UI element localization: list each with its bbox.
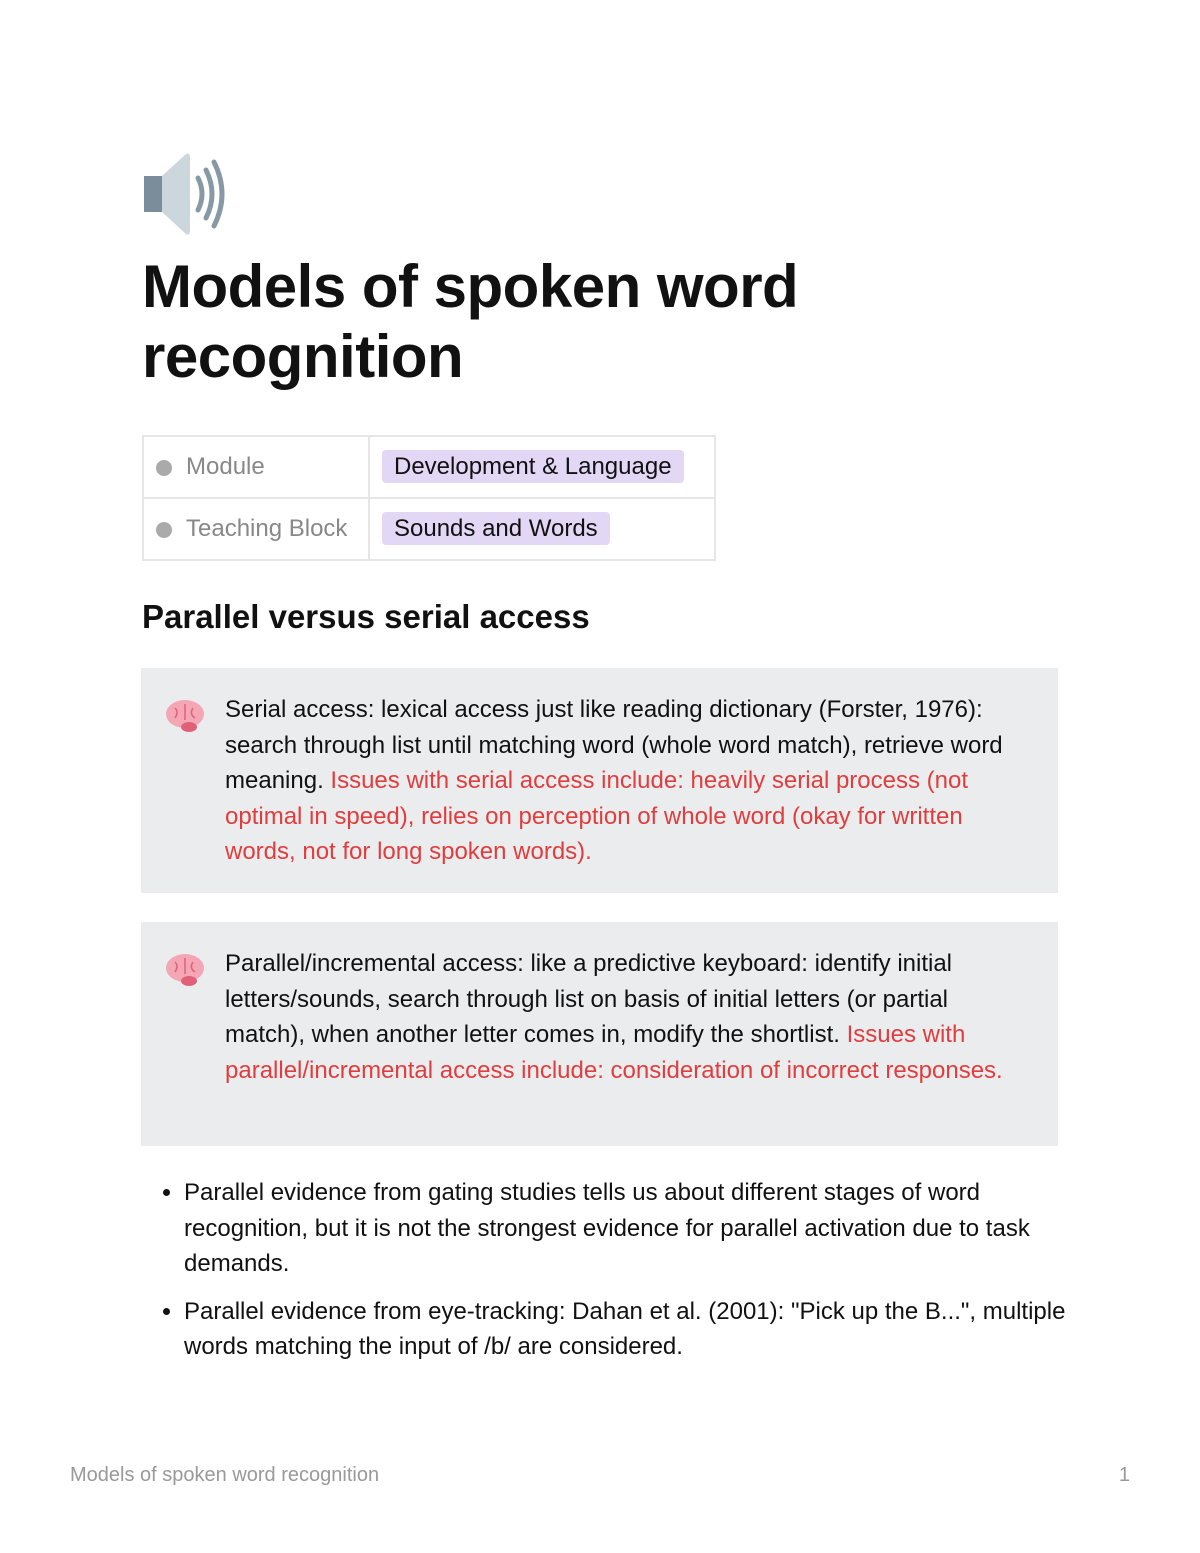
callout-parallel-access [141,922,1058,1146]
teaching-block-tag: Sounds and Words [382,512,610,545]
select-property-icon [156,460,172,476]
module-tag: Development & Language [382,450,684,483]
property-value[interactable] [369,436,715,498]
brain-icon [165,952,205,988]
bullet-list [142,1175,1084,1377]
page-number: 1 [1118,1464,1130,1486]
callout-text: Serial access: lexical access just like reading dictionary (Forster, 1976): search through list until matching word (whole word match), retrieve word meaning. [225,696,1003,794]
property-label [143,498,369,560]
property-label-text: Teaching Block [186,515,348,542]
callout-text: Parallel/incremental access: like a predictive keyboard: identify initial letters/sounds, search through list on basis of initial letters (or partial match), when another letter comes in, modify the shortlist. [225,950,953,1048]
section-heading: Parallel versus serial access [142,598,590,635]
property-label-text: Module [186,453,265,480]
property-label [143,436,369,498]
speaker-high-volume-icon [142,152,228,236]
properties-table [142,435,716,561]
brain-icon [165,698,205,734]
page-title: Models of spoken word recognition [142,253,799,390]
list-item: • Parallel evidence from gating studies tells us about different stages of word recognition, but it is not the strongest evidence for parallel activation due to task demands. [184,1175,1084,1282]
list-item: • Parallel evidence from eye-tracking: Dahan et al. (2001): "Pick up the B...", multiple words matching the input of /b/ are considered. [184,1294,1084,1365]
callout-highlight: Issues with parallel/incremental access include: consideration of incorrect responses. [225,1021,1003,1084]
callout-serial-access [141,668,1058,893]
select-property-icon [156,522,172,538]
footer-title: Models of spoken word recognition [70,1464,380,1486]
callout-highlight: Issues with serial access include: heavily serial process (not optimal in speed), relies on perception of whole word (okay for written words, not for long spoken words). [225,767,969,865]
property-value[interactable] [369,498,715,560]
property-row [143,436,715,498]
property-row [143,498,715,560]
